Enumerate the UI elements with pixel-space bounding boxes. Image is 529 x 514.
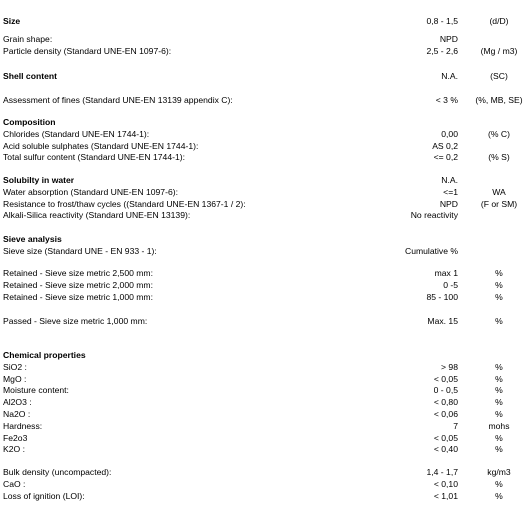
moisture-label: Moisture content: (3, 385, 69, 395)
hardness-value: 7 (453, 421, 458, 431)
sio2-value: > 98 (441, 362, 458, 372)
size-value: 0,8 - 1,5 (426, 16, 458, 26)
alkali-silica-row (0, 210, 529, 221)
fines-label: Assessment of fines (Standard UNE-EN 13139 appendix C): (3, 95, 233, 105)
retained-2500-row (0, 268, 529, 279)
solubility-value: N.A. (441, 175, 458, 185)
chemical-properties-row (0, 350, 529, 361)
retained-1000-unit: % (495, 292, 503, 302)
passed-1000-unit: % (495, 316, 503, 326)
hardness-label: Hardness: (3, 421, 43, 431)
passed-1000-label: Passed - Sieve size metric 1,000 mm: (3, 316, 148, 326)
al2o3-value: < 0,80 (433, 397, 458, 407)
k2o-label: K2O : (3, 444, 25, 454)
retained-2500-unit: % (495, 268, 503, 278)
cao-label: CaO : (3, 479, 26, 489)
bulk-density-value: 1,4 - 1,7 (426, 467, 458, 477)
alkali-silica-label: Alkali-Silica reactivity (Standard UNE-EN 13139): (3, 210, 191, 220)
chlorides-value: 0,00 (441, 129, 458, 139)
loi-unit: % (495, 491, 503, 501)
na2o-label: Na2O : (3, 409, 31, 419)
mgo-label: MgO : (3, 374, 27, 384)
sieve-size-row (0, 246, 529, 257)
retained-1000-value: 85 - 100 (426, 292, 458, 302)
retained-2500-label: Retained - Sieve size metric 2,500 mm: (3, 268, 153, 278)
sieve-analysis-row (0, 234, 529, 245)
al2o3-label: Al2O3 : (3, 397, 32, 407)
section-heading-chemical-properties: Chemical properties (3, 350, 86, 360)
solubility-row (0, 175, 529, 186)
retained-1000-label: Retained - Sieve size metric 1,000 mm: (3, 292, 153, 302)
size-row (0, 16, 529, 27)
chlorides-row (0, 129, 529, 140)
section-heading-sieve-analysis: Sieve analysis (3, 234, 62, 244)
retained-2000-label: Retained - Sieve size metric 2,000 mm: (3, 280, 153, 290)
hardness-row (0, 421, 529, 432)
size-unit: (d/D) (489, 16, 509, 26)
fines-unit: (%, MB, SE) (475, 95, 523, 105)
moisture-row (0, 385, 529, 396)
k2o-unit: % (495, 444, 503, 454)
passed-1000-value: Max. 15 (427, 316, 458, 326)
mgo-row (0, 374, 529, 385)
retained-2000-row (0, 280, 529, 291)
frost-thaw-unit: (F or SM) (480, 199, 518, 209)
cao-unit: % (495, 479, 503, 489)
mgo-value: < 0,05 (433, 374, 458, 384)
fines-row (0, 95, 529, 106)
cao-value: < 0,10 (433, 479, 458, 489)
shell-content-value: N.A. (441, 71, 458, 81)
frost-thaw-value: NPD (439, 199, 458, 209)
particle-density-unit: (Mg / m3) (480, 46, 518, 56)
particle-density-value: 2,5 - 2,6 (426, 46, 458, 56)
bulk-density-row (0, 467, 529, 478)
loi-value: < 1,01 (433, 491, 458, 501)
shell-content-unit: (SC) (490, 71, 508, 81)
chlorides-unit: (% C) (488, 129, 510, 139)
water-absorption-row (0, 187, 529, 198)
na2o-unit: % (495, 409, 503, 419)
water-absorption-unit: WA (492, 187, 506, 197)
chlorides-label: Chlorides (Standard UNE-EN 1744-1): (3, 129, 150, 139)
retained-2000-value: 0 -5 (443, 280, 458, 290)
fines-value: < 3 % (435, 95, 458, 105)
na2o-row (0, 409, 529, 420)
fe2o3-unit: % (495, 433, 503, 443)
section-heading-composition: Composition (3, 117, 56, 127)
sulphates-value: AS 0,2 (432, 141, 458, 151)
sulfur-value: <= 0,2 (433, 152, 458, 162)
cao-row (0, 479, 529, 490)
k2o-value: < 0,40 (433, 444, 458, 454)
al2o3-row (0, 397, 529, 408)
water-absorption-value: <=1 (443, 187, 458, 197)
section-heading-solubility: Solubilty in water (3, 175, 75, 185)
moisture-unit: % (495, 385, 503, 395)
sieve-size-label: Sieve size (Standard UNE - EN 933 - 1): (3, 246, 157, 256)
loi-row (0, 491, 529, 502)
sulphates-row (0, 141, 529, 152)
sio2-row (0, 362, 529, 373)
k2o-row (0, 444, 529, 455)
retained-2500-value: max 1 (434, 268, 458, 278)
sio2-unit: % (495, 362, 503, 372)
passed-1000-row (0, 316, 529, 327)
frost-thaw-label: Resistance to frost/thaw cycles ((Standard UNE-EN 1367-1 / 2): (3, 199, 246, 209)
sulfur-row (0, 152, 529, 163)
alkali-silica-value: No reactivity (410, 210, 458, 220)
hardness-unit: mohs (488, 421, 510, 431)
grain-shape-label: Grain shape: (3, 34, 53, 44)
shell-content-row (0, 71, 529, 82)
na2o-value: < 0,06 (433, 409, 458, 419)
sulfur-label: Total sulfur content (Standard UNE-EN 1744-1): (3, 152, 185, 162)
bulk-density-unit: kg/m3 (487, 467, 511, 477)
al2o3-unit: % (495, 397, 503, 407)
sulphates-label: Acid soluble sulphates (Standard UNE-EN 1744-1): (3, 141, 199, 151)
grain-shape-row (0, 34, 529, 45)
particle-density-label: Particle density (Standard UNE-EN 1097-6): (3, 46, 172, 56)
fe2o3-label: Fe2o3 (3, 433, 28, 443)
section-heading-shell-content: Shell content (3, 71, 57, 81)
sieve-size-value: Cumulative % (404, 246, 458, 256)
section-heading-size: Size (3, 16, 21, 26)
sio2-label: SiO2 : (3, 362, 27, 372)
retained-2000-unit: % (495, 280, 503, 290)
fe2o3-value: < 0,05 (433, 433, 458, 443)
composition-row (0, 117, 529, 128)
bulk-density-label: Bulk density (uncompacted): (3, 467, 112, 477)
mgo-unit: % (495, 374, 503, 384)
fe2o3-row (0, 433, 529, 444)
loi-label: Loss of ignition (LOI): (3, 491, 85, 501)
grain-shape-value: NPD (439, 34, 458, 44)
retained-1000-row (0, 292, 529, 303)
frost-thaw-row (0, 199, 529, 210)
water-absorption-label: Water absorption (Standard UNE-EN 1097-6): (3, 187, 178, 197)
moisture-value: 0 - 0,5 (433, 385, 458, 395)
particle-density-row (0, 46, 529, 57)
sulfur-unit: (% S) (488, 152, 510, 162)
